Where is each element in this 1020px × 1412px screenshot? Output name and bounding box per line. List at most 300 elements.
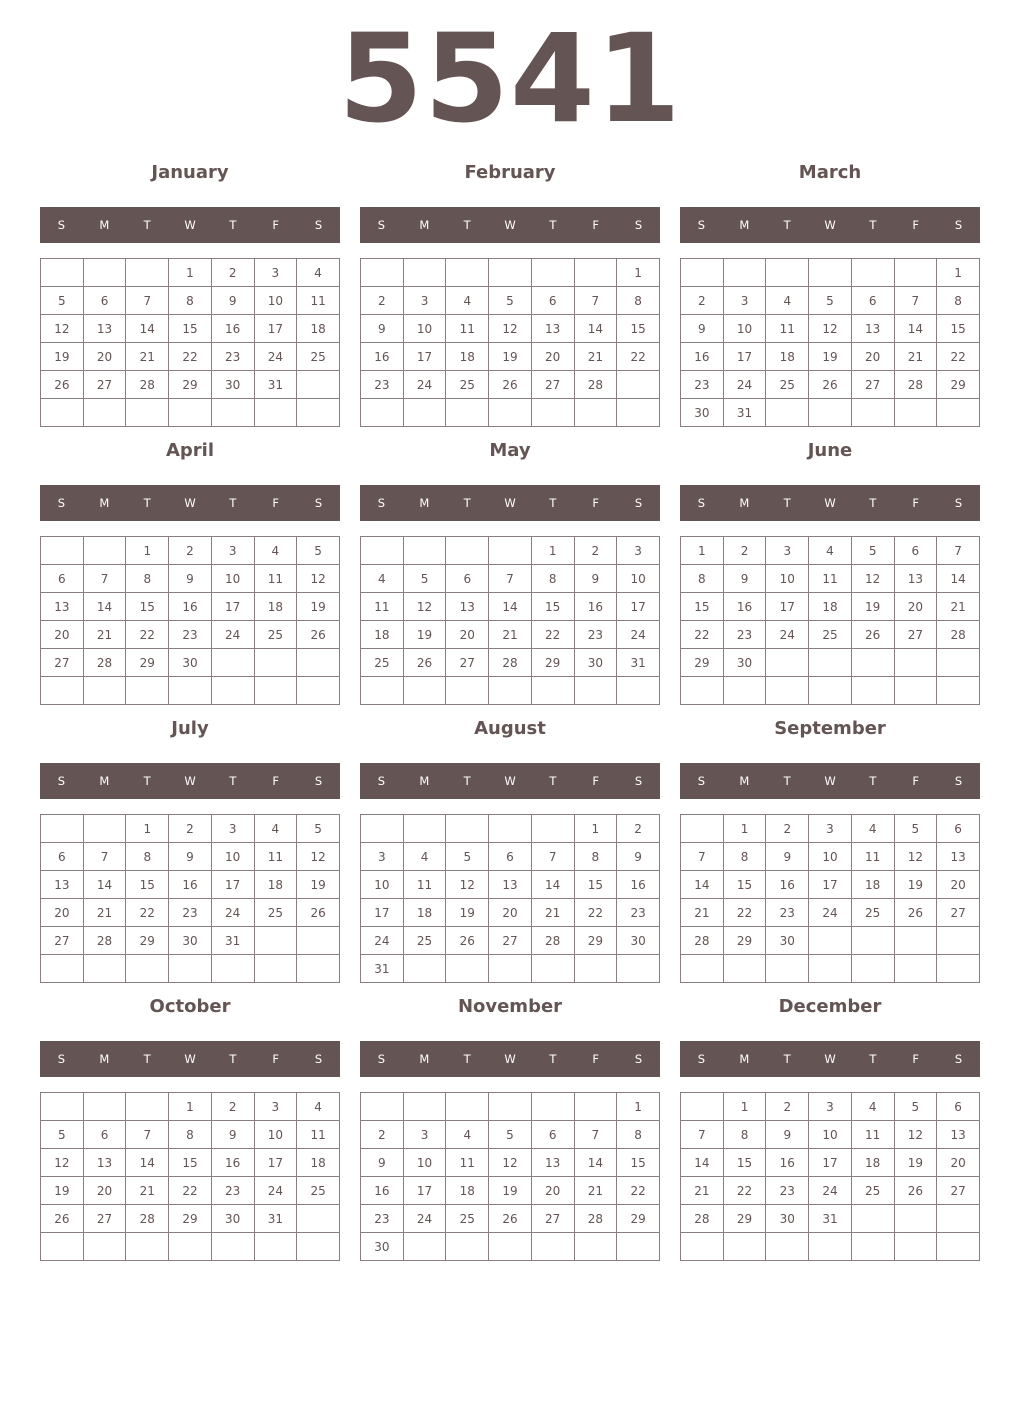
week-row (41, 843, 340, 871)
day-cell: 10 (617, 565, 660, 593)
day-cell: 13 (83, 1149, 126, 1177)
day-cell (809, 927, 852, 955)
day-cell (297, 1233, 340, 1261)
day-cell: 1 (681, 537, 724, 565)
day-cell (403, 537, 446, 565)
day-cell (446, 259, 489, 287)
day-cell: 23 (211, 343, 254, 371)
day-cell: 16 (211, 315, 254, 343)
day-cell: 22 (169, 343, 212, 371)
day-cell (894, 1233, 937, 1261)
weekday-label: T (549, 1052, 557, 1066)
weekday-label: S (377, 218, 386, 232)
week-row (41, 399, 340, 427)
weekday-label: M (419, 218, 430, 232)
day-cell: 3 (361, 843, 404, 871)
day-cell: 2 (169, 537, 212, 565)
day-cell: 19 (446, 899, 489, 927)
weekday-header (680, 485, 980, 521)
day-cell (211, 399, 254, 427)
day-cell: 9 (766, 843, 809, 871)
day-cell: 8 (531, 565, 574, 593)
day-cell: 6 (489, 843, 532, 871)
day-cell: 13 (531, 1149, 574, 1177)
day-cell (937, 927, 980, 955)
day-cell (681, 955, 724, 983)
weekday-label: T (463, 774, 471, 788)
day-cell: 13 (83, 315, 126, 343)
day-cell: 6 (41, 843, 84, 871)
weekday-label: S (57, 496, 66, 510)
day-cell (681, 1093, 724, 1121)
day-cell: 22 (937, 343, 980, 371)
day-cell: 18 (851, 1149, 894, 1177)
week-row (41, 649, 340, 677)
day-cell (403, 1093, 446, 1121)
day-cell: 28 (531, 927, 574, 955)
day-cell: 21 (126, 1177, 169, 1205)
day-cell: 15 (937, 315, 980, 343)
day-cell: 30 (211, 1205, 254, 1233)
day-cell: 27 (937, 899, 980, 927)
day-grid (360, 258, 660, 427)
day-cell (41, 537, 84, 565)
day-cell: 16 (211, 1149, 254, 1177)
weekday-label: T (463, 218, 471, 232)
day-cell: 8 (681, 565, 724, 593)
day-cell: 16 (169, 871, 212, 899)
day-cell: 14 (894, 315, 937, 343)
weekday-label: F (912, 218, 920, 232)
day-cell: 14 (83, 871, 126, 899)
day-cell (766, 399, 809, 427)
day-cell: 14 (681, 871, 724, 899)
weekday-label: F (592, 774, 600, 788)
day-cell: 17 (403, 1177, 446, 1205)
week-row (41, 371, 340, 399)
day-cell (83, 1233, 126, 1261)
day-cell: 21 (83, 621, 126, 649)
day-cell (489, 955, 532, 983)
week-row (681, 399, 980, 427)
weekday-label: M (739, 1052, 750, 1066)
day-cell: 12 (894, 843, 937, 871)
weekday-label: S (954, 1052, 963, 1066)
day-cell: 16 (574, 593, 617, 621)
week-row (681, 565, 980, 593)
day-cell (403, 259, 446, 287)
week-row (681, 1233, 980, 1261)
day-cell: 26 (446, 927, 489, 955)
day-cell: 23 (617, 899, 660, 927)
day-cell: 20 (851, 343, 894, 371)
day-cell: 12 (403, 593, 446, 621)
weekday-label: M (419, 496, 430, 510)
weekday-header (40, 763, 340, 799)
day-cell: 27 (446, 649, 489, 677)
day-cell: 2 (723, 537, 766, 565)
day-cell (83, 399, 126, 427)
day-cell (809, 259, 852, 287)
day-cell (169, 399, 212, 427)
day-cell: 22 (723, 899, 766, 927)
weekday-label: W (184, 774, 196, 788)
week-row (681, 843, 980, 871)
day-cell (446, 1233, 489, 1261)
day-cell: 18 (297, 1149, 340, 1177)
day-cell: 7 (894, 287, 937, 315)
day-cell: 19 (489, 343, 532, 371)
day-cell (894, 259, 937, 287)
day-cell (531, 955, 574, 983)
day-cell: 22 (723, 1177, 766, 1205)
day-cell: 16 (766, 871, 809, 899)
day-cell (211, 677, 254, 705)
day-cell (446, 399, 489, 427)
day-cell: 12 (851, 565, 894, 593)
day-grid (360, 1092, 660, 1261)
day-cell: 29 (681, 649, 724, 677)
day-cell (894, 1205, 937, 1233)
day-cell: 14 (489, 593, 532, 621)
day-cell: 14 (937, 565, 980, 593)
day-cell: 28 (83, 649, 126, 677)
day-cell: 27 (489, 927, 532, 955)
day-cell: 12 (489, 315, 532, 343)
day-cell: 7 (574, 287, 617, 315)
day-cell (937, 399, 980, 427)
day-cell (894, 649, 937, 677)
day-cell: 3 (809, 1093, 852, 1121)
day-cell: 15 (574, 871, 617, 899)
day-cell: 8 (169, 287, 212, 315)
week-row (361, 537, 660, 565)
week-row (681, 649, 980, 677)
day-cell: 3 (254, 1093, 297, 1121)
day-cell (403, 677, 446, 705)
day-cell: 11 (361, 593, 404, 621)
weekday-label: T (229, 1052, 237, 1066)
day-cell (617, 399, 660, 427)
weekday-label: W (184, 496, 196, 510)
day-cell (83, 259, 126, 287)
day-cell (809, 1233, 852, 1261)
weekday-label: M (419, 774, 430, 788)
week-row (361, 927, 660, 955)
day-cell: 20 (83, 1177, 126, 1205)
day-cell: 7 (83, 565, 126, 593)
day-cell (254, 1233, 297, 1261)
day-cell: 23 (681, 371, 724, 399)
day-cell (41, 399, 84, 427)
weekday-label: S (377, 774, 386, 788)
day-cell: 29 (723, 1205, 766, 1233)
day-cell: 18 (446, 1177, 489, 1205)
week-row (361, 677, 660, 705)
weekday-label: M (99, 1052, 110, 1066)
week-row (681, 955, 980, 983)
day-cell (297, 399, 340, 427)
day-cell: 12 (894, 1121, 937, 1149)
day-cell: 16 (361, 1177, 404, 1205)
day-cell: 29 (126, 927, 169, 955)
day-cell: 18 (851, 871, 894, 899)
day-cell (489, 1233, 532, 1261)
day-cell: 14 (681, 1149, 724, 1177)
day-cell: 26 (297, 621, 340, 649)
week-row (361, 371, 660, 399)
day-cell: 29 (723, 927, 766, 955)
day-cell: 1 (617, 1093, 660, 1121)
day-cell (531, 1233, 574, 1261)
day-cell: 19 (297, 871, 340, 899)
day-cell: 10 (254, 1121, 297, 1149)
day-cell: 1 (169, 259, 212, 287)
day-cell: 5 (894, 1093, 937, 1121)
day-cell: 7 (937, 537, 980, 565)
weekday-label: S (697, 774, 706, 788)
day-grid (680, 814, 980, 983)
day-cell: 2 (766, 815, 809, 843)
day-cell: 22 (617, 343, 660, 371)
day-cell: 11 (254, 565, 297, 593)
weekday-label: W (824, 1052, 836, 1066)
day-cell (126, 399, 169, 427)
day-cell (126, 955, 169, 983)
day-cell: 25 (361, 649, 404, 677)
week-row (361, 649, 660, 677)
day-cell (681, 1233, 724, 1261)
week-row (681, 1205, 980, 1233)
day-cell (297, 677, 340, 705)
day-cell: 3 (211, 815, 254, 843)
day-cell: 2 (169, 815, 212, 843)
day-cell: 4 (254, 815, 297, 843)
weekday-label: S (57, 1052, 66, 1066)
day-cell (574, 955, 617, 983)
day-cell: 15 (617, 315, 660, 343)
day-cell (851, 649, 894, 677)
weekday-label: F (912, 1052, 920, 1066)
day-cell: 26 (489, 1205, 532, 1233)
day-cell: 18 (254, 871, 297, 899)
weekday-label: W (504, 218, 516, 232)
day-cell (723, 955, 766, 983)
day-cell: 6 (446, 565, 489, 593)
day-cell (254, 927, 297, 955)
day-cell (254, 649, 297, 677)
day-cell: 15 (169, 1149, 212, 1177)
weekday-label: T (549, 218, 557, 232)
day-cell: 4 (254, 537, 297, 565)
day-cell: 25 (297, 1177, 340, 1205)
day-cell: 29 (169, 1205, 212, 1233)
day-cell (574, 1093, 617, 1121)
day-cell (851, 927, 894, 955)
day-cell: 9 (681, 315, 724, 343)
day-cell: 23 (361, 371, 404, 399)
day-cell: 5 (894, 815, 937, 843)
weekday-label: T (869, 774, 877, 788)
weekday-label: T (229, 218, 237, 232)
day-cell (766, 1233, 809, 1261)
day-cell: 10 (403, 1149, 446, 1177)
weekday-label: T (143, 218, 151, 232)
day-cell (41, 1093, 84, 1121)
day-cell (723, 259, 766, 287)
day-cell: 7 (83, 843, 126, 871)
day-cell: 27 (851, 371, 894, 399)
week-row (361, 259, 660, 287)
weekday-label: S (634, 496, 643, 510)
day-cell: 23 (211, 1177, 254, 1205)
day-cell: 27 (41, 649, 84, 677)
day-cell: 9 (361, 315, 404, 343)
weekday-label: T (783, 1052, 791, 1066)
week-row (361, 1205, 660, 1233)
day-cell: 20 (489, 899, 532, 927)
week-row (41, 1121, 340, 1149)
week-row (361, 843, 660, 871)
day-cell: 20 (446, 621, 489, 649)
day-cell: 20 (894, 593, 937, 621)
day-cell: 2 (766, 1093, 809, 1121)
day-cell: 31 (617, 649, 660, 677)
day-cell (83, 815, 126, 843)
day-cell: 29 (126, 649, 169, 677)
day-cell: 25 (851, 1177, 894, 1205)
week-row (361, 1149, 660, 1177)
week-row (361, 565, 660, 593)
day-cell: 26 (489, 371, 532, 399)
day-cell: 9 (211, 287, 254, 315)
day-cell: 11 (254, 843, 297, 871)
day-cell (766, 649, 809, 677)
day-cell: 25 (446, 371, 489, 399)
day-cell: 26 (41, 371, 84, 399)
day-cell: 11 (851, 1121, 894, 1149)
week-row (361, 955, 660, 983)
day-cell: 26 (894, 899, 937, 927)
weekday-label: W (504, 1052, 516, 1066)
week-row (681, 315, 980, 343)
week-row (361, 399, 660, 427)
day-cell: 1 (937, 259, 980, 287)
day-cell: 7 (126, 287, 169, 315)
day-cell: 31 (254, 1205, 297, 1233)
day-cell: 21 (574, 1177, 617, 1205)
day-cell (297, 927, 340, 955)
month-name: May (489, 440, 531, 461)
day-cell: 10 (211, 843, 254, 871)
day-cell: 19 (489, 1177, 532, 1205)
day-cell: 2 (211, 259, 254, 287)
day-cell: 25 (297, 343, 340, 371)
day-cell (254, 399, 297, 427)
day-cell (83, 537, 126, 565)
month-name: March (798, 162, 862, 183)
day-cell (617, 1233, 660, 1261)
week-row (361, 343, 660, 371)
day-cell: 1 (531, 537, 574, 565)
day-cell (41, 815, 84, 843)
day-cell: 25 (809, 621, 852, 649)
day-cell: 4 (851, 1093, 894, 1121)
week-row (41, 315, 340, 343)
day-cell: 15 (531, 593, 574, 621)
week-row (361, 1121, 660, 1149)
day-cell: 9 (617, 843, 660, 871)
day-cell (723, 1233, 766, 1261)
day-cell: 21 (531, 899, 574, 927)
day-cell (851, 1205, 894, 1233)
day-cell (681, 815, 724, 843)
day-cell: 4 (403, 843, 446, 871)
weekday-header (680, 763, 980, 799)
day-cell: 23 (169, 621, 212, 649)
weekday-label: T (869, 218, 877, 232)
day-cell: 28 (83, 927, 126, 955)
day-cell: 5 (489, 1121, 532, 1149)
day-cell: 30 (681, 399, 724, 427)
day-cell: 4 (361, 565, 404, 593)
day-cell: 23 (361, 1205, 404, 1233)
day-cell (531, 815, 574, 843)
week-row (361, 1093, 660, 1121)
week-row (681, 621, 980, 649)
day-cell: 4 (297, 259, 340, 287)
day-cell: 17 (809, 871, 852, 899)
day-cell (574, 1233, 617, 1261)
weekday-label: T (869, 1052, 877, 1066)
day-cell: 26 (297, 899, 340, 927)
week-row (361, 899, 660, 927)
day-cell (574, 259, 617, 287)
weekday-label: S (697, 496, 706, 510)
day-cell: 20 (531, 343, 574, 371)
week-row (41, 1093, 340, 1121)
day-grid (680, 258, 980, 427)
day-cell (83, 955, 126, 983)
weekday-label: S (634, 774, 643, 788)
day-cell: 29 (574, 927, 617, 955)
day-cell: 17 (766, 593, 809, 621)
weekday-label: W (824, 774, 836, 788)
day-cell (361, 399, 404, 427)
day-grid (680, 1092, 980, 1261)
month-name: June (807, 440, 853, 461)
week-row (41, 1177, 340, 1205)
week-row (41, 955, 340, 983)
day-cell: 25 (851, 899, 894, 927)
day-cell (489, 537, 532, 565)
week-row (681, 899, 980, 927)
day-cell: 17 (617, 593, 660, 621)
day-cell: 9 (211, 1121, 254, 1149)
day-cell (126, 1093, 169, 1121)
day-cell: 30 (361, 1233, 404, 1261)
weekday-label: M (99, 774, 110, 788)
day-cell (937, 677, 980, 705)
weekday-label: F (272, 774, 280, 788)
day-cell: 20 (937, 1149, 980, 1177)
day-cell: 5 (297, 815, 340, 843)
weekday-label: W (824, 496, 836, 510)
week-row (41, 1205, 340, 1233)
week-row (41, 677, 340, 705)
week-row (681, 815, 980, 843)
day-cell: 19 (894, 871, 937, 899)
